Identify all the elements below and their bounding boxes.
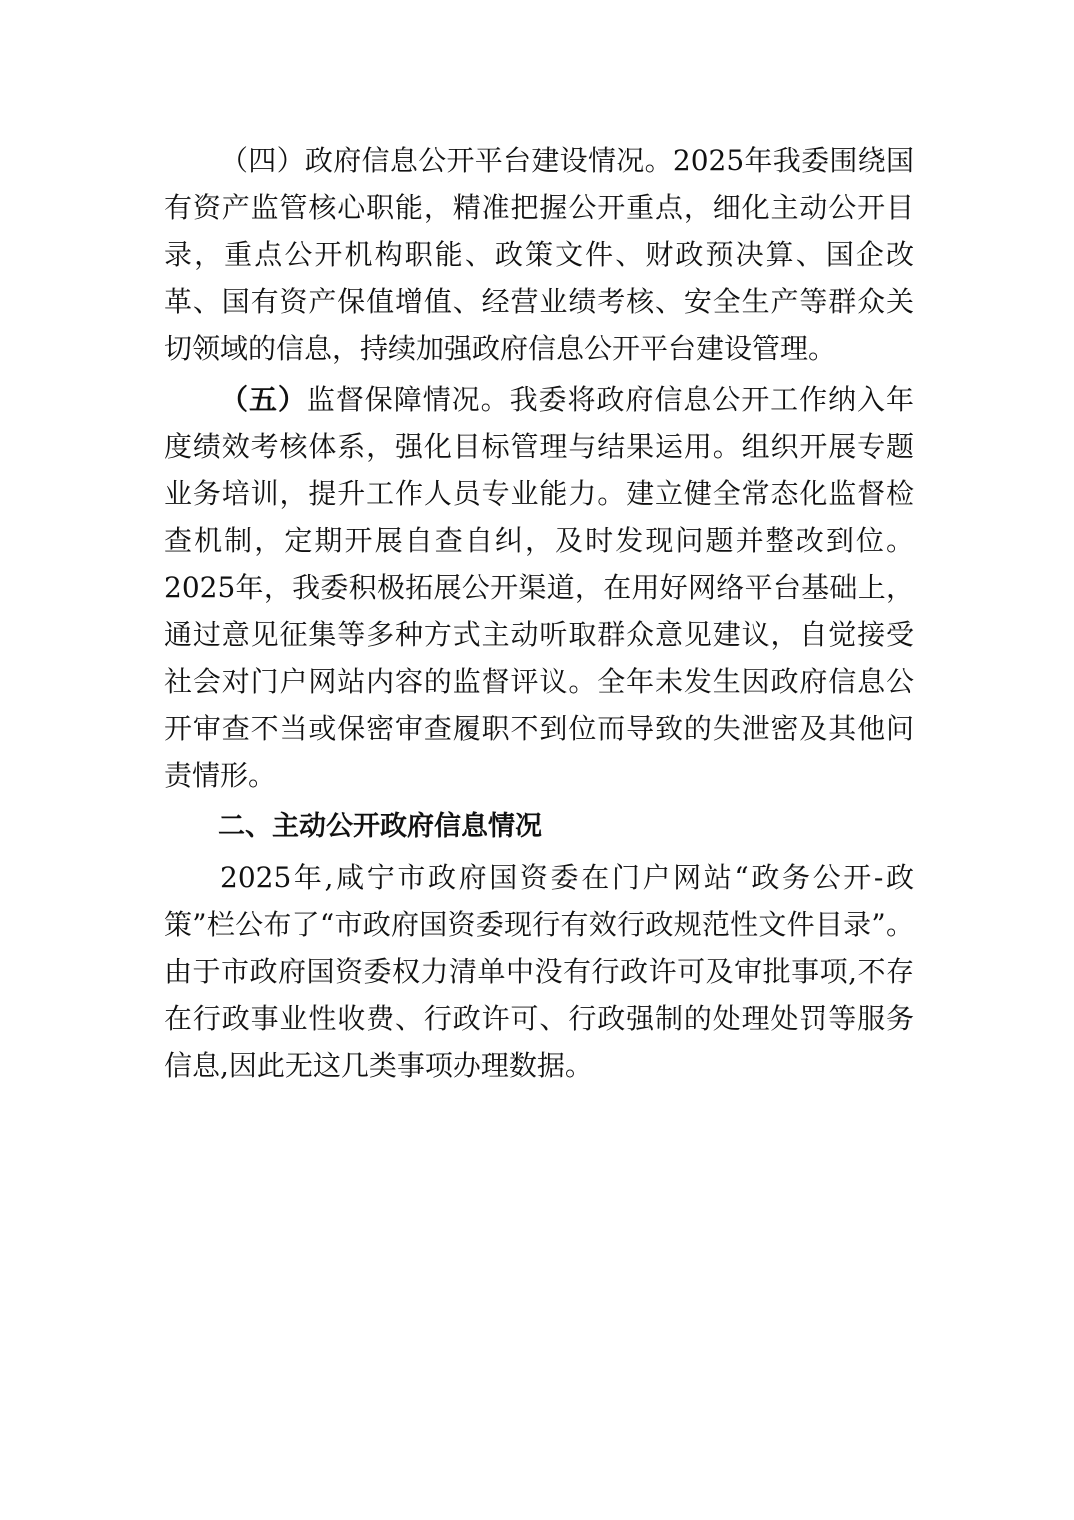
section-heading-two: 二、主动公开政府信息情况 [218, 811, 542, 842]
section-4-title: （四）政府信息公开平台建设情况。 [220, 144, 673, 177]
document-body [164, 137, 914, 1089]
section-5-body: 我委将政府信息公开工作纳入年度绩效考核体系，强化目标管理与结果运用。组织开展专题业务培训，提升工作人员专业能力。建立健全常态化监督检查机制，定期开展自查自纠，及时发现问题并整改到位。2025年，我委积极拓展公开渠道，在用好网络平台基础上，通过意见征集等多种方式主动听取群众意见建议，自觉接受社会对门户网站内容的监督评议。全年未发生因政府信息公开审查不当或保密审查履职不到位而导致的失泄密及其他问责情形。 [164, 383, 914, 792]
paragraph-platform-construction [164, 137, 914, 372]
section-4-body: 2025年我委围绕国有资产监管核心职能，精准把握公开重点，细化主动公开目录，重点公开机构职能、政策文件、财政预决算、国企改革、国有资产保值增值、经营业绩考核、安全生产等群众关切领域的信息，持续加强政府信息公开平台建设管理。 [164, 144, 914, 365]
section-5-number: （五） [220, 383, 307, 416]
section-5-title: 监督保障情况。 [306, 383, 510, 416]
paragraph-supervision [164, 376, 914, 799]
paragraph-active-disclosure: 2025年,咸宁市政府国资委在门户网站“政务公开-政策”栏公布了“市政府国资委现行有效行政规范性文件目录”。由于市政府国资委权力清单中没有行政许可及审批事项,不存在行政事业性收费、行政许可、行政强制的处理处罚等服务信息,因此无这几类事项办理数据。 [164, 861, 914, 1082]
